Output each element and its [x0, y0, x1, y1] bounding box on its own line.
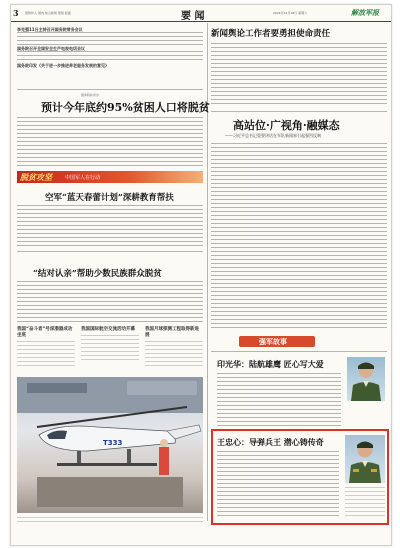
soldier-portrait-1	[347, 357, 385, 401]
section-title: 要 闻	[181, 11, 205, 22]
small-item	[17, 327, 75, 367]
center-article-text	[211, 143, 387, 329]
photo-caption	[17, 517, 203, 525]
soldier-portrait-2	[345, 435, 385, 483]
top-article-text	[211, 43, 387, 107]
article2-headline: “结对认亲”帮助少数民族群众脱贫	[33, 269, 162, 279]
profile1-text	[217, 373, 341, 427]
profile2-text	[217, 451, 339, 519]
profile2-headline: 王忠心：导弹兵王 潜心铸传奇	[217, 437, 324, 447]
poverty-kicker: 国务院扶贫办	[81, 93, 100, 97]
header-date: 2021年12月18日 星期六	[273, 11, 308, 15]
divider	[211, 351, 387, 352]
feature-banner-subtitle: 中国军人在行动	[65, 175, 101, 181]
newspaper-page	[10, 4, 392, 546]
divider	[17, 89, 203, 90]
series-badge-label: 强军故事	[259, 337, 287, 346]
divider	[17, 251, 203, 252]
divider	[211, 111, 387, 112]
small-item-text	[81, 335, 139, 361]
feature-banner-title: 脱贫攻坚	[20, 172, 52, 182]
small-item-caption: 我国月球探测工程取得新进展	[145, 327, 199, 338]
page-number: 3	[13, 8, 19, 18]
series-badge	[239, 336, 315, 347]
top-headline: 新闻舆论工作者要勇担使命责任	[211, 29, 331, 39]
brief-text-block	[17, 51, 203, 63]
poverty-headline: 预计今年底约95%贫困人口将脱贫	[41, 101, 210, 114]
brief-items	[17, 27, 203, 68]
page-header	[11, 5, 391, 22]
small-item-caption: 我国国际航空交流活动开幕	[81, 327, 135, 332]
small-items-row	[17, 327, 203, 373]
small-item-text	[145, 341, 203, 367]
small-item-text	[17, 341, 75, 367]
poverty-article-text	[17, 117, 203, 167]
article1-headline: 空军“蓝天春蕾计划”深耕教育帮扶	[45, 193, 174, 203]
profile1-portrait	[347, 357, 385, 401]
header-left-info: 国防和人 国内 综合新闻 观察 版面	[25, 11, 71, 15]
brief-item: 李克强11日主持召开国务院常务会议	[17, 27, 83, 32]
brief-item: 国务院印发《关于进一步推进养老服务发展的意见》	[17, 63, 109, 68]
small-item	[81, 327, 139, 361]
small-item	[145, 327, 203, 367]
masthead-logo: 解放军报	[351, 8, 379, 17]
profile2-portrait	[345, 435, 385, 483]
center-subhead: ——习近平总书记重要讲话在军队新闻界引起强烈反响	[225, 133, 321, 138]
top-headline-bar	[211, 27, 387, 39]
column-divider	[207, 23, 208, 521]
brief-text-block	[17, 32, 203, 46]
profile1-headline: 印光华：陆航雄鹰 匠心写大爱	[217, 359, 324, 369]
article1-text	[17, 205, 203, 247]
brief-item: 国务院召开全国安全生产电视电话会议	[17, 46, 85, 51]
center-headline: 高站位·广视角·融媒态	[233, 119, 340, 132]
helicopter-label: T333	[103, 439, 123, 447]
helicopter-photo	[17, 377, 203, 513]
article2-text	[17, 281, 203, 323]
small-item-caption: 我国“奋斗者”号深潜器成功坐底	[17, 327, 73, 338]
feature-banner	[17, 171, 203, 183]
profile2-side-text	[345, 487, 385, 519]
